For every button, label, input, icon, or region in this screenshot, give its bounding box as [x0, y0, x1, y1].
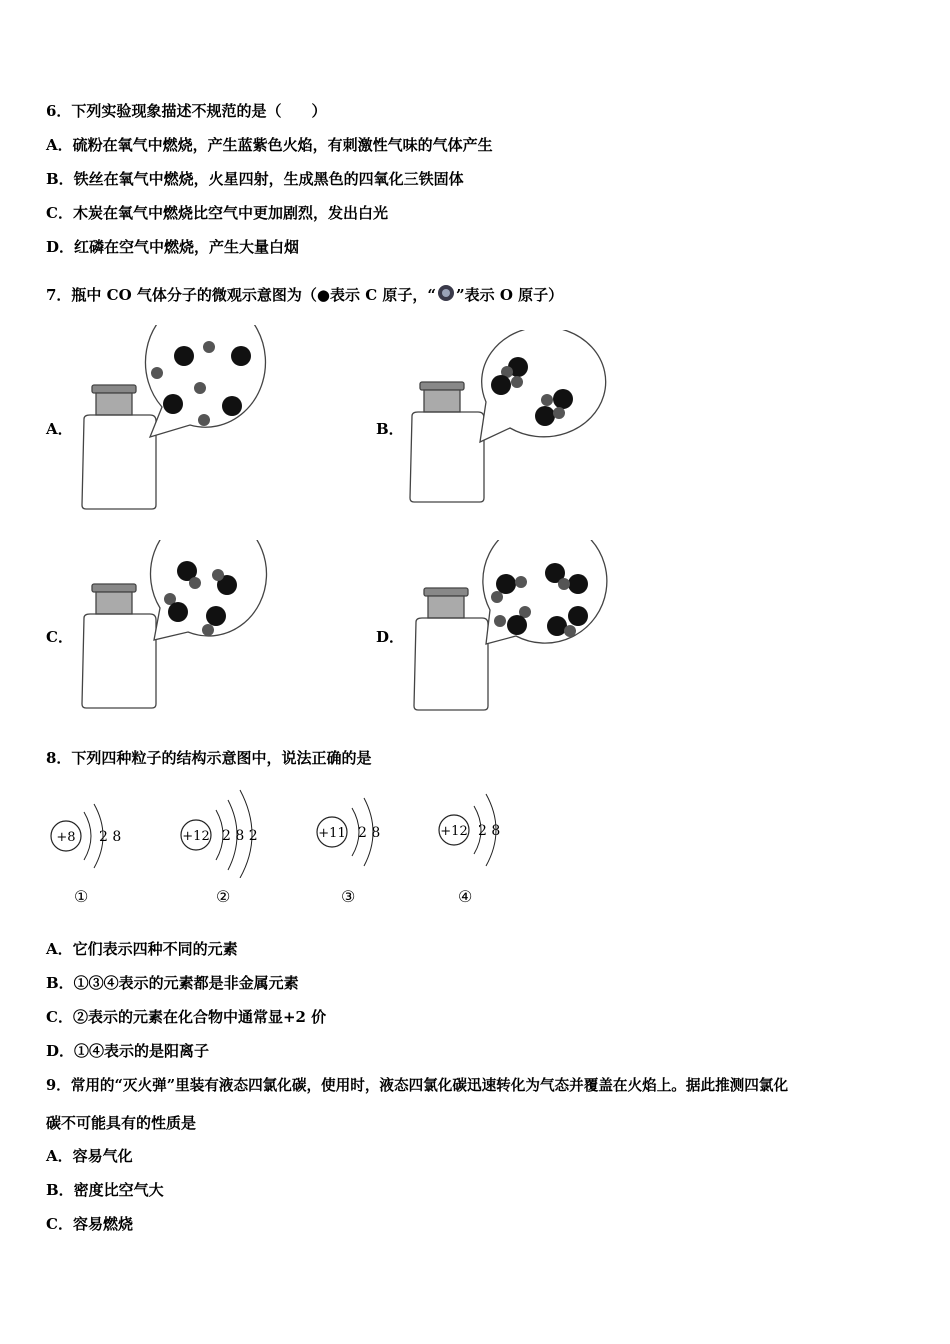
q7-stem: [46, 283, 563, 305]
nucleus-charge: +12: [182, 829, 210, 844]
q6-option-a: A．硫粉在氧气中燃烧，产生蓝紫色火焰，有刺激性气味的气体产生: [46, 136, 493, 154]
electron-shells: 2 8: [478, 823, 501, 839]
q7-label-d: D．: [376, 628, 405, 646]
nucleus-charge: +11: [318, 826, 346, 841]
q7-label-c: C．: [46, 628, 73, 646]
oxygen-atom-key-icon: [436, 283, 456, 303]
q8-option-b: B．①③④表示的元素都是非金属元素: [46, 974, 299, 992]
particle-diagram-1: [46, 790, 136, 870]
q8-option-a: A．它们表示四种不同的元素: [46, 940, 238, 958]
bottle-icon: [414, 588, 488, 710]
particle-diagram-3: [312, 788, 402, 872]
jar-diagram-d: [400, 540, 610, 720]
electron-shells: 2 8: [358, 825, 381, 841]
particle-label-3: ③: [341, 887, 356, 906]
jar-diagram-a: [70, 325, 280, 515]
particle-diagram-2: [176, 782, 286, 878]
particle-label-4: ④: [458, 887, 473, 906]
q6-option-d: D．红磷在空气中燃烧，产生大量白烟: [46, 238, 300, 256]
q9-option-b: B．密度比空气大: [46, 1181, 164, 1199]
jar-diagram-c: [70, 540, 280, 720]
bottle-icon: [82, 584, 156, 708]
q6-option-c: C．木炭在氧气中燃烧比空气中更加剧烈，发出白光: [46, 204, 388, 222]
particle-label-2: ②: [216, 887, 231, 906]
electron-shells: 2 8 2: [222, 828, 258, 844]
q9-option-c: C．容易燃烧: [46, 1215, 133, 1233]
q6-option-b: B．铁丝在氧气中燃烧，火星四射，生成黑色的四氧化三铁固体: [46, 170, 464, 188]
jar-diagram-b: [400, 330, 610, 510]
q7-label-b: B．: [376, 420, 404, 438]
q7-label-a: A．: [46, 420, 73, 438]
bottle-icon: [82, 385, 156, 509]
q7-stem-part2: ”表示 O 原子）: [456, 286, 564, 304]
q8-option-c: C．②表示的元素在化合物中通常显+2 价: [46, 1008, 327, 1026]
nucleus-charge: +8: [56, 830, 76, 845]
q6-stem: 6．下列实验现象描述不规范的是（ ）: [46, 102, 327, 120]
particle-diagram-4: [432, 786, 522, 872]
electron-shells: 2 8: [99, 829, 122, 845]
q8-option-d: D．①④表示的是阳离子: [46, 1042, 210, 1060]
q9-option-a: A．容易气化: [46, 1147, 133, 1165]
q7-stem-part1: 7．瓶中 CO 气体分子的微观示意图为（●表示 C 原子，“: [46, 286, 436, 304]
bottle-icon: [410, 382, 484, 502]
particle-label-1: ①: [74, 887, 89, 906]
q9-stem-line2: 碳不可能具有的性质是: [46, 1114, 197, 1132]
nucleus-charge: +12: [440, 824, 468, 839]
q9-stem-line1: 9．常用的“灭火弹”里装有液态四氯化碳，使用时，液态四氯化碳迅速转化为气态并覆盖在火焰上。据此推测四氯化: [46, 1077, 789, 1094]
q8-stem: 8．下列四种粒子的结构示意图中，说法正确的是: [46, 749, 372, 767]
